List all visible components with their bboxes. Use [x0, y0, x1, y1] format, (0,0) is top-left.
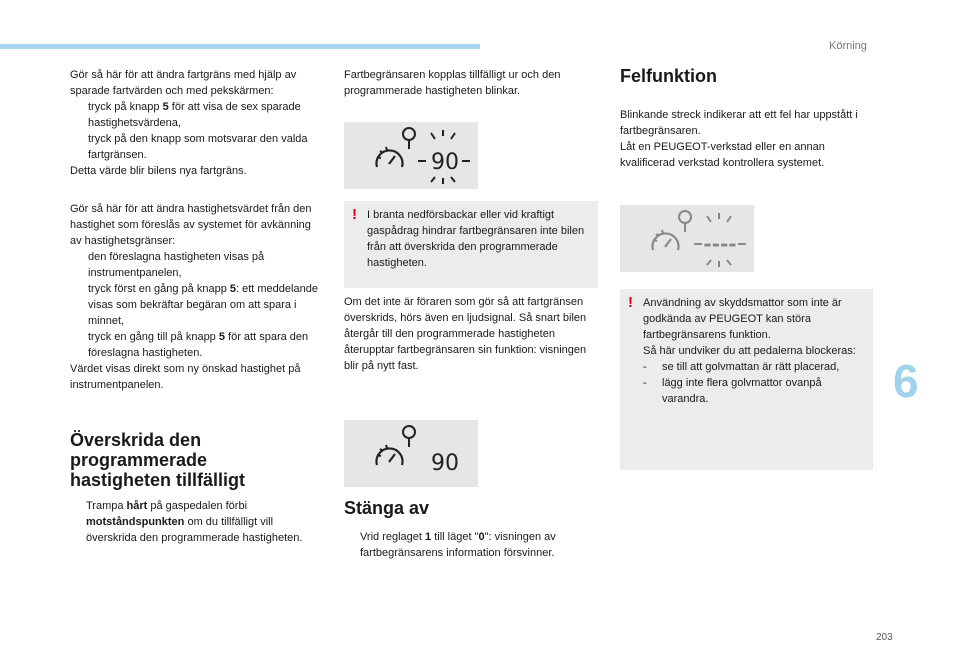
paragraph: Låt en PEUGEOT-verkstad eller en annan kvalificerad verkstad kontrollera systemet. — [620, 141, 825, 169]
speed-display-steady — [344, 420, 478, 487]
column-2d — [344, 529, 594, 561]
paragraph: Värdet visas direkt som ny önskad hastighet på instrumentpanelen. — [70, 363, 301, 391]
speed-limiter-icon — [344, 122, 478, 189]
column-1 — [70, 67, 325, 179]
speed-value: 90 — [431, 150, 459, 175]
page-number: 203 — [876, 632, 893, 643]
speed-limiter-icon — [620, 205, 754, 272]
warning-icon: ! — [352, 206, 357, 223]
header-accent-bar — [0, 44, 480, 49]
dash-marker: - — [643, 377, 647, 389]
paragraph: Gör så här för att ändra hastighetsvärdet från den hastighet som föreslås av systemet för avkänning av hastighetsgränser: — [70, 203, 312, 247]
paragraph: Fartbegränsaren kopplas tillfälligt ur och den programmerade hastigheten blinkar. — [344, 69, 561, 97]
list-item: tryck först en gång på knapp 5: ett meddelande visas som bekräftar begäran om att spara i minnet, — [88, 283, 318, 327]
speed-value: ---- — [703, 232, 737, 256]
section-title: Körning — [829, 40, 867, 52]
warning-text: Användning av skyddsmattor som inte är godkända av PEUGEOT kan störa fartbegränsarens funktion. — [643, 297, 842, 341]
list-item: den föreslagna hastigheten visas på instrumentpanelen, — [88, 251, 265, 279]
column-3 — [620, 66, 875, 86]
speed-value: 90 — [431, 451, 459, 476]
speed-display-blinking — [344, 122, 478, 189]
warning-box — [344, 201, 598, 288]
chapter-number: 6 — [893, 355, 919, 407]
list-item: Vrid reglaget 1 till läget "0": visningen av fartbegränsarens information försvinner. — [360, 531, 556, 559]
section-heading: Överskrida den programmerade hastigheten tillfälligt — [70, 430, 246, 490]
paragraph: Om det inte är föraren som gör så att fartgränsen överskrids, hörs även en ljudsignal. Så snart bilen återgår till den programmerade hastigheten återupptar fartbegränsaren sin funktion: visningen blir på nytt fast. — [344, 296, 587, 372]
column-1b — [70, 201, 325, 393]
list-item: Trampa hårt på gaspedalen förbi motståndspunkten om du tillfälligt vill överskrida den programmerade hastigheten. — [86, 500, 303, 544]
list-item: - lägg inte flera golvmattor ovanpå varandra. — [643, 377, 822, 405]
warning-icon: ! — [628, 294, 633, 311]
warning-box — [620, 289, 873, 470]
list-item: tryck en gång till på knapp 5 för att spara den föreslagna hastigheten. — [88, 331, 309, 359]
section-heading: Felfunktion — [620, 66, 717, 86]
column-2 — [344, 67, 599, 99]
section-heading: Stänga av — [344, 498, 430, 518]
column-1c — [70, 430, 300, 490]
warning-text: I branta nedförsbackar eller vid kraftigt gaspådrag hindrar fartbegränsaren inte bilen från att överskrida den programmerade hastigheten. — [367, 209, 585, 269]
list-item: tryck på den knapp som motsvarar den valda fartgränsen. — [88, 133, 308, 161]
column-1d — [70, 498, 310, 546]
list-item: tryck på knapp 5 för att visa de sex sparade hastighetsvärdena, — [88, 101, 301, 129]
column-3b — [620, 107, 870, 171]
paragraph: Gör så här för att ändra fartgräns med hjälp av sparade fartvärden och med pekskärmen: — [70, 69, 297, 97]
dash-marker: - — [643, 361, 647, 373]
speed-limiter-icon — [344, 420, 478, 487]
paragraph: Detta värde blir bilens nya fartgräns. — [70, 165, 247, 177]
list-item: - se till att golvmattan är rätt placerad, — [643, 361, 840, 373]
warning-text: Så här undviker du att pedalerna blockeras: — [643, 345, 856, 357]
paragraph: Blinkande streck indikerar att ett fel har uppstått i fartbegränsaren. — [620, 109, 858, 137]
speed-display-fault — [620, 205, 754, 272]
column-2c — [344, 498, 599, 518]
column-2b — [344, 294, 599, 374]
